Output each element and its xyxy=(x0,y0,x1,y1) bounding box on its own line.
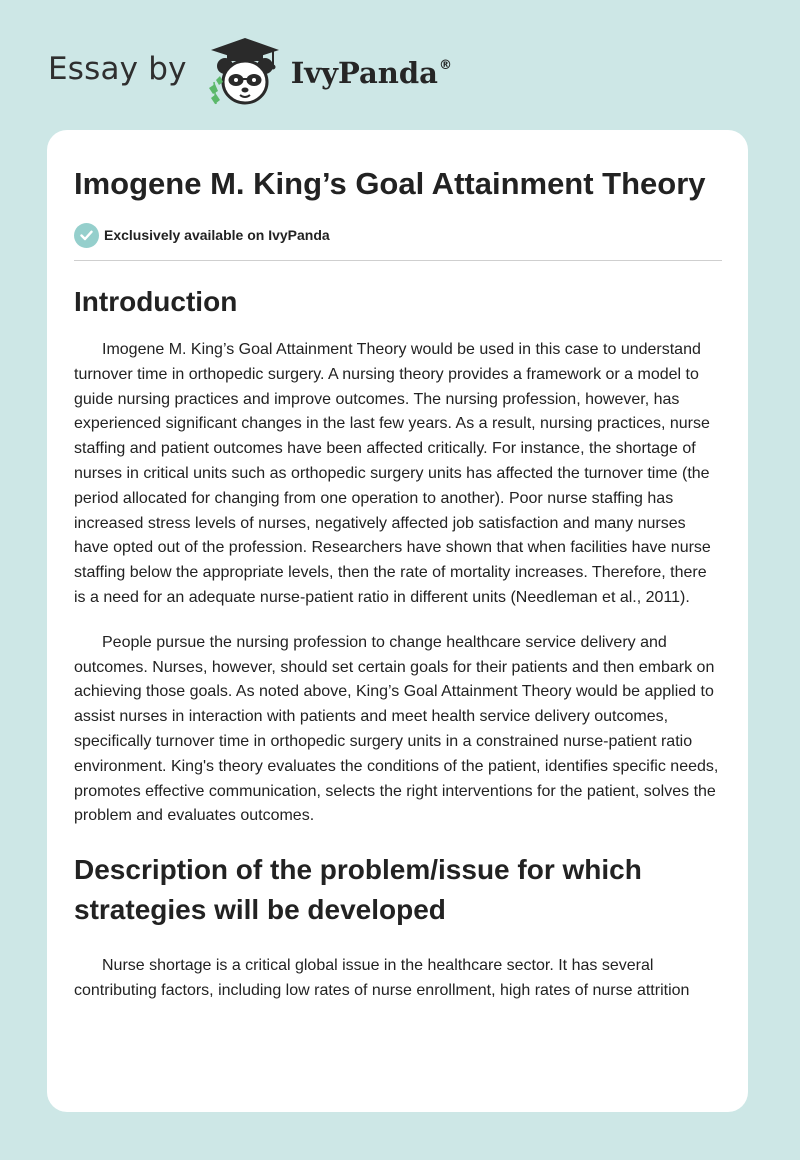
panda-graduate-icon xyxy=(201,36,289,108)
paragraph: Nurse shortage is a critical global issue in the healthcare sector. It has several contributing factors, including low rates of nurse enrollment, high rates of nurse attrition xyxy=(74,957,690,999)
section-heading-introduction: Introduction xyxy=(74,286,238,317)
section-heading-problem-description: Description of the problem/issue for which strategies will be developed xyxy=(74,854,642,926)
paragraph: People pursue the nursing profession to change healthcare service delivery and outcomes. Nurses, however, should set certain goals for their patients and then embark on achieving those goals. As noted above, King’s Goal Attainment Theory would be applied to assist nurses in interaction with patients and meet health service delivery outcomes, specifically turnover time in orthopedic surgery units in a constrained nurse-patient ratio environment. King's theory evaluates the conditions of the patient, identifies specific needs, promotes effective communication, selects the right interventions for the patient, solves the problem and evaluates outcomes. xyxy=(74,633,719,825)
essay-content xyxy=(74,164,722,1004)
brand-prefix: Essay by xyxy=(48,51,187,87)
paragraph: Imogene M. King’s Goal Attainment Theory would be used in this case to understand turnover time in orthopedic surgery. A nursing theory provides a framework or a model to guide nursing practices and improve outcomes. The nursing profession, however, has experienced significant changes in the last few years. As a result, nursing practices, nurse staffing and patient outcomes have been affected critically. For instance, the shortage of nurses in critical units such as orthopedic surgery units has affected the turnover time (the period allocated for changing from one operation to another). Poor nurse staffing has increased stress levels of nurses, negatively affected job satisfaction and many nurses have opted out of the profession. Researchers have shown that when facilities have nurse staffing below the appropriate levels, then the rate of mortality increases. Therefore, there is a need for an adequate nurse-patient ratio in different units (Needleman et al., 2011). xyxy=(74,341,711,606)
brand-name-text: IvyPanda xyxy=(290,56,438,90)
check-circle-icon xyxy=(74,223,99,248)
exclusive-badge xyxy=(74,222,722,248)
registered-mark: ® xyxy=(438,58,452,73)
exclusive-badge-label: Exclusively available on IvyPanda xyxy=(104,227,330,243)
brand-header xyxy=(48,36,452,108)
divider xyxy=(74,260,722,261)
essay-title: Imogene M. King’s Goal Attainment Theory xyxy=(74,166,706,201)
brand-name xyxy=(291,56,452,90)
essay-card xyxy=(47,130,748,1112)
